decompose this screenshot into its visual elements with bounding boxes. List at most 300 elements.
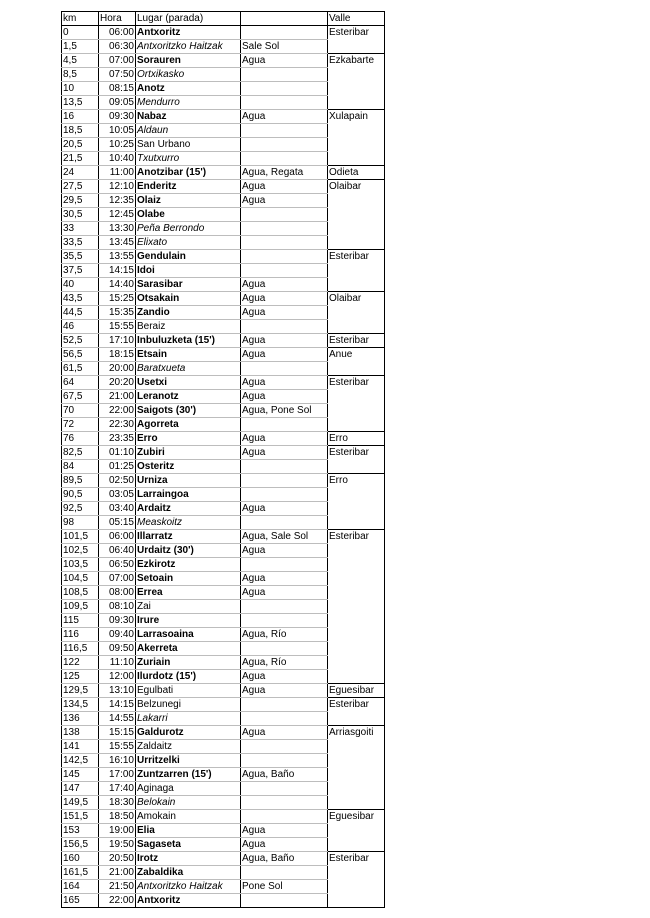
cell-lugar: Elia bbox=[136, 824, 241, 838]
cell-hora: 02:50 bbox=[99, 474, 136, 488]
cell-hora: 12:10 bbox=[99, 180, 136, 194]
cell-hora: 13:10 bbox=[99, 684, 136, 698]
cell-info: Agua, Río bbox=[241, 628, 328, 642]
table-row bbox=[62, 572, 385, 586]
cell-lugar: Larrasoaina bbox=[136, 628, 241, 642]
cell-hora: 06:00 bbox=[99, 530, 136, 544]
table-row bbox=[62, 250, 385, 264]
cell-lugar: Leranotz bbox=[136, 390, 241, 404]
cell-info bbox=[241, 712, 328, 726]
cell-valle bbox=[328, 838, 385, 852]
table-row bbox=[62, 278, 385, 292]
table-row bbox=[62, 418, 385, 432]
cell-hora: 19:00 bbox=[99, 824, 136, 838]
cell-valle: Xulapain bbox=[328, 110, 385, 124]
cell-info bbox=[241, 866, 328, 880]
cell-info bbox=[241, 26, 328, 40]
route-table bbox=[61, 11, 385, 908]
cell-hora: 17:10 bbox=[99, 334, 136, 348]
cell-valle bbox=[328, 208, 385, 222]
cell-hora: 12:35 bbox=[99, 194, 136, 208]
cell-lugar: Urdaitz (30') bbox=[136, 544, 241, 558]
cell-km: 116,5 bbox=[62, 642, 99, 656]
table-row bbox=[62, 82, 385, 96]
cell-valle bbox=[328, 124, 385, 138]
cell-km: 70 bbox=[62, 404, 99, 418]
cell-hora: 15:25 bbox=[99, 292, 136, 306]
table-row bbox=[62, 166, 385, 180]
cell-lugar: Setoain bbox=[136, 572, 241, 586]
cell-km: 116 bbox=[62, 628, 99, 642]
cell-valle bbox=[328, 572, 385, 586]
cell-valle bbox=[328, 558, 385, 572]
cell-hora: 09:30 bbox=[99, 614, 136, 628]
cell-hora: 08:00 bbox=[99, 586, 136, 600]
cell-km: 109,5 bbox=[62, 600, 99, 614]
table-row bbox=[62, 180, 385, 194]
cell-valle bbox=[328, 320, 385, 334]
cell-info bbox=[241, 236, 328, 250]
cell-hora: 16:10 bbox=[99, 754, 136, 768]
cell-hora: 13:55 bbox=[99, 250, 136, 264]
cell-lugar: Usetxi bbox=[136, 376, 241, 390]
cell-lugar: Egulbati bbox=[136, 684, 241, 698]
cell-lugar: Txutxurro bbox=[136, 152, 241, 166]
cell-lugar: Baratxueta bbox=[136, 362, 241, 376]
table-row bbox=[62, 726, 385, 740]
cell-valle bbox=[328, 656, 385, 670]
cell-km: 10 bbox=[62, 82, 99, 96]
table-row bbox=[62, 264, 385, 278]
table-row bbox=[62, 110, 385, 124]
cell-info: Agua bbox=[241, 110, 328, 124]
cell-info: Agua bbox=[241, 432, 328, 446]
route-sheet bbox=[61, 11, 385, 908]
table-row bbox=[62, 488, 385, 502]
cell-lugar: Akerreta bbox=[136, 642, 241, 656]
cell-km: 29,5 bbox=[62, 194, 99, 208]
cell-hora: 20:00 bbox=[99, 362, 136, 376]
cell-valle bbox=[328, 628, 385, 642]
cell-valle bbox=[328, 894, 385, 908]
cell-hora: 09:50 bbox=[99, 642, 136, 656]
cell-lugar: Beraiz bbox=[136, 320, 241, 334]
cell-valle bbox=[328, 502, 385, 516]
cell-hora: 06:00 bbox=[99, 26, 136, 40]
cell-lugar: Errea bbox=[136, 586, 241, 600]
cell-valle bbox=[328, 138, 385, 152]
cell-lugar: Otsakain bbox=[136, 292, 241, 306]
cell-info: Agua bbox=[241, 824, 328, 838]
cell-km: 151,5 bbox=[62, 810, 99, 824]
cell-info: Agua bbox=[241, 334, 328, 348]
cell-valle bbox=[328, 96, 385, 110]
table-row bbox=[62, 54, 385, 68]
table-row bbox=[62, 306, 385, 320]
table-row bbox=[62, 404, 385, 418]
table-body bbox=[62, 26, 385, 908]
table-row bbox=[62, 544, 385, 558]
cell-hora: 17:00 bbox=[99, 768, 136, 782]
cell-lugar: Irotz bbox=[136, 852, 241, 866]
table-row bbox=[62, 138, 385, 152]
cell-info: Agua bbox=[241, 502, 328, 516]
table-row bbox=[62, 68, 385, 82]
cell-hora: 03:40 bbox=[99, 502, 136, 516]
cell-valle bbox=[328, 194, 385, 208]
cell-lugar: Etsain bbox=[136, 348, 241, 362]
cell-info: Agua bbox=[241, 292, 328, 306]
cell-info: Agua, Río bbox=[241, 656, 328, 670]
cell-km: 33 bbox=[62, 222, 99, 236]
cell-info bbox=[241, 138, 328, 152]
cell-info: Agua bbox=[241, 446, 328, 460]
cell-lugar: Larraingoa bbox=[136, 488, 241, 502]
cell-km: 147 bbox=[62, 782, 99, 796]
cell-km: 0 bbox=[62, 26, 99, 40]
cell-valle bbox=[328, 768, 385, 782]
table-row bbox=[62, 26, 385, 40]
cell-km: 104,5 bbox=[62, 572, 99, 586]
table-row bbox=[62, 712, 385, 726]
table-row bbox=[62, 390, 385, 404]
cell-km: 165 bbox=[62, 894, 99, 908]
table-row bbox=[62, 768, 385, 782]
cell-info: Agua, Baño bbox=[241, 768, 328, 782]
table-row bbox=[62, 586, 385, 600]
cell-hora: 14:15 bbox=[99, 698, 136, 712]
table-row bbox=[62, 740, 385, 754]
cell-hora: 21:00 bbox=[99, 390, 136, 404]
cell-km: 8,5 bbox=[62, 68, 99, 82]
table-row bbox=[62, 348, 385, 362]
cell-valle bbox=[328, 418, 385, 432]
cell-info bbox=[241, 82, 328, 96]
cell-hora: 15:35 bbox=[99, 306, 136, 320]
table-row bbox=[62, 96, 385, 110]
cell-lugar: Aldaun bbox=[136, 124, 241, 138]
cell-valle bbox=[328, 362, 385, 376]
cell-hora: 21:50 bbox=[99, 880, 136, 894]
cell-info: Agua bbox=[241, 390, 328, 404]
cell-km: 67,5 bbox=[62, 390, 99, 404]
table-row bbox=[62, 642, 385, 656]
cell-hora: 13:30 bbox=[99, 222, 136, 236]
cell-lugar: Urritzelki bbox=[136, 754, 241, 768]
cell-lugar: Agorreta bbox=[136, 418, 241, 432]
header-valle: Valle bbox=[328, 12, 385, 26]
cell-valle: Esteribar bbox=[328, 852, 385, 866]
cell-info bbox=[241, 754, 328, 768]
cell-valle bbox=[328, 236, 385, 250]
cell-info bbox=[241, 782, 328, 796]
cell-valle bbox=[328, 614, 385, 628]
cell-lugar: Antxoritz bbox=[136, 26, 241, 40]
cell-hora: 14:40 bbox=[99, 278, 136, 292]
cell-km: 40 bbox=[62, 278, 99, 292]
cell-km: 33,5 bbox=[62, 236, 99, 250]
cell-valle bbox=[328, 264, 385, 278]
table-row bbox=[62, 502, 385, 516]
cell-hora: 01:25 bbox=[99, 460, 136, 474]
cell-km: 18,5 bbox=[62, 124, 99, 138]
cell-km: 92,5 bbox=[62, 502, 99, 516]
cell-km: 30,5 bbox=[62, 208, 99, 222]
cell-lugar: Antxoritzko Haitzak bbox=[136, 40, 241, 54]
cell-lugar: Zuntzarren (15') bbox=[136, 768, 241, 782]
cell-valle: Anue bbox=[328, 348, 385, 362]
cell-hora: 06:40 bbox=[99, 544, 136, 558]
cell-km: 125 bbox=[62, 670, 99, 684]
cell-valle bbox=[328, 40, 385, 54]
table-row bbox=[62, 866, 385, 880]
cell-valle: Erro bbox=[328, 432, 385, 446]
cell-valle: Esteribar bbox=[328, 446, 385, 460]
cell-lugar: Lakarri bbox=[136, 712, 241, 726]
cell-km: 84 bbox=[62, 460, 99, 474]
cell-lugar: Elixato bbox=[136, 236, 241, 250]
cell-info: Agua bbox=[241, 586, 328, 600]
cell-hora: 18:15 bbox=[99, 348, 136, 362]
cell-info: Agua, Baño bbox=[241, 852, 328, 866]
cell-lugar: Ardaitz bbox=[136, 502, 241, 516]
cell-info bbox=[241, 600, 328, 614]
cell-lugar: Antxoritz bbox=[136, 894, 241, 908]
cell-hora: 22:00 bbox=[99, 894, 136, 908]
cell-valle bbox=[328, 782, 385, 796]
table-row bbox=[62, 628, 385, 642]
cell-lugar: Inbuluzketa (15') bbox=[136, 334, 241, 348]
cell-km: 35,5 bbox=[62, 250, 99, 264]
cell-info: Agua bbox=[241, 838, 328, 852]
cell-hora: 10:05 bbox=[99, 124, 136, 138]
cell-lugar: Anotz bbox=[136, 82, 241, 96]
cell-info bbox=[241, 740, 328, 754]
cell-valle: Olaibar bbox=[328, 292, 385, 306]
cell-valle bbox=[328, 670, 385, 684]
cell-hora: 07:50 bbox=[99, 68, 136, 82]
cell-hora: 21:00 bbox=[99, 866, 136, 880]
cell-lugar: Ilurdotz (15') bbox=[136, 670, 241, 684]
cell-lugar: Amokain bbox=[136, 810, 241, 824]
cell-lugar: Urniza bbox=[136, 474, 241, 488]
header-lugar: Lugar (parada) bbox=[136, 12, 241, 26]
table-row bbox=[62, 670, 385, 684]
cell-info bbox=[241, 558, 328, 572]
cell-km: 72 bbox=[62, 418, 99, 432]
cell-km: 160 bbox=[62, 852, 99, 866]
cell-info: Agua bbox=[241, 572, 328, 586]
cell-valle bbox=[328, 68, 385, 82]
table-row bbox=[62, 754, 385, 768]
cell-hora: 06:50 bbox=[99, 558, 136, 572]
cell-lugar: Nabaz bbox=[136, 110, 241, 124]
cell-hora: 09:40 bbox=[99, 628, 136, 642]
cell-hora: 15:55 bbox=[99, 740, 136, 754]
cell-lugar: Sagaseta bbox=[136, 838, 241, 852]
cell-km: 90,5 bbox=[62, 488, 99, 502]
table-row bbox=[62, 530, 385, 544]
cell-hora: 12:00 bbox=[99, 670, 136, 684]
cell-valle: Odieta bbox=[328, 166, 385, 180]
cell-hora: 07:00 bbox=[99, 54, 136, 68]
cell-hora: 15:55 bbox=[99, 320, 136, 334]
cell-lugar: Measkoitz bbox=[136, 516, 241, 530]
cell-km: 164 bbox=[62, 880, 99, 894]
cell-km: 149,5 bbox=[62, 796, 99, 810]
cell-info bbox=[241, 320, 328, 334]
table-row bbox=[62, 796, 385, 810]
cell-lugar: Mendurro bbox=[136, 96, 241, 110]
cell-hora: 05:15 bbox=[99, 516, 136, 530]
cell-valle: Ezkabarte bbox=[328, 54, 385, 68]
cell-lugar: Galdurotz bbox=[136, 726, 241, 740]
cell-info: Agua bbox=[241, 54, 328, 68]
cell-lugar: Saigots (30') bbox=[136, 404, 241, 418]
cell-lugar: Ortxikasko bbox=[136, 68, 241, 82]
cell-info bbox=[241, 208, 328, 222]
table-row bbox=[62, 894, 385, 908]
table-row bbox=[62, 852, 385, 866]
cell-valle: Esteribar bbox=[328, 26, 385, 40]
cell-info: Agua bbox=[241, 348, 328, 362]
table-row bbox=[62, 614, 385, 628]
cell-lugar: Zubiri bbox=[136, 446, 241, 460]
cell-km: 145 bbox=[62, 768, 99, 782]
cell-km: 46 bbox=[62, 320, 99, 334]
cell-info: Agua bbox=[241, 306, 328, 320]
cell-info: Sale Sol bbox=[241, 40, 328, 54]
cell-km: 156,5 bbox=[62, 838, 99, 852]
table-row bbox=[62, 810, 385, 824]
cell-info bbox=[241, 124, 328, 138]
table-row bbox=[62, 334, 385, 348]
cell-lugar: Osteritz bbox=[136, 460, 241, 474]
cell-info bbox=[241, 474, 328, 488]
cell-km: 20,5 bbox=[62, 138, 99, 152]
cell-lugar: Peña Berrondo bbox=[136, 222, 241, 236]
table-row bbox=[62, 558, 385, 572]
cell-info: Agua bbox=[241, 376, 328, 390]
cell-info: Agua bbox=[241, 670, 328, 684]
cell-valle bbox=[328, 82, 385, 96]
cell-info bbox=[241, 264, 328, 278]
cell-valle bbox=[328, 642, 385, 656]
cell-info bbox=[241, 642, 328, 656]
cell-km: 27,5 bbox=[62, 180, 99, 194]
cell-valle bbox=[328, 824, 385, 838]
cell-valle: Esteribar bbox=[328, 698, 385, 712]
cell-km: 37,5 bbox=[62, 264, 99, 278]
cell-info: Agua bbox=[241, 194, 328, 208]
table-row bbox=[62, 432, 385, 446]
cell-km: 98 bbox=[62, 516, 99, 530]
cell-valle: Olaibar bbox=[328, 180, 385, 194]
cell-hora: 08:15 bbox=[99, 82, 136, 96]
cell-hora: 09:30 bbox=[99, 110, 136, 124]
cell-valle bbox=[328, 712, 385, 726]
table-row bbox=[62, 460, 385, 474]
cell-km: 153 bbox=[62, 824, 99, 838]
cell-hora: 17:40 bbox=[99, 782, 136, 796]
table-row bbox=[62, 838, 385, 852]
cell-info bbox=[241, 222, 328, 236]
cell-valle bbox=[328, 404, 385, 418]
cell-hora: 19:50 bbox=[99, 838, 136, 852]
cell-hora: 10:40 bbox=[99, 152, 136, 166]
cell-valle: Erro bbox=[328, 474, 385, 488]
cell-km: 89,5 bbox=[62, 474, 99, 488]
cell-valle bbox=[328, 600, 385, 614]
table-row bbox=[62, 824, 385, 838]
cell-km: 43,5 bbox=[62, 292, 99, 306]
cell-km: 76 bbox=[62, 432, 99, 446]
cell-km: 82,5 bbox=[62, 446, 99, 460]
cell-lugar: Ezkirotz bbox=[136, 558, 241, 572]
cell-valle bbox=[328, 516, 385, 530]
cell-hora: 07:00 bbox=[99, 572, 136, 586]
cell-hora: 14:55 bbox=[99, 712, 136, 726]
table-row bbox=[62, 600, 385, 614]
cell-km: 101,5 bbox=[62, 530, 99, 544]
table-row bbox=[62, 782, 385, 796]
cell-valle bbox=[328, 488, 385, 502]
cell-km: 52,5 bbox=[62, 334, 99, 348]
table-row bbox=[62, 362, 385, 376]
cell-km: 61,5 bbox=[62, 362, 99, 376]
header-row bbox=[62, 12, 385, 26]
cell-lugar: Idoi bbox=[136, 264, 241, 278]
header-hora: Hora bbox=[99, 12, 136, 26]
cell-hora: 10:25 bbox=[99, 138, 136, 152]
cell-valle bbox=[328, 866, 385, 880]
cell-hora: 08:10 bbox=[99, 600, 136, 614]
cell-valle bbox=[328, 152, 385, 166]
cell-info: Agua, Sale Sol bbox=[241, 530, 328, 544]
cell-valle bbox=[328, 460, 385, 474]
cell-info: Agua bbox=[241, 684, 328, 698]
cell-hora: 11:10 bbox=[99, 656, 136, 670]
table-row bbox=[62, 124, 385, 138]
cell-km: 56,5 bbox=[62, 348, 99, 362]
cell-info: Agua bbox=[241, 726, 328, 740]
cell-info bbox=[241, 796, 328, 810]
cell-info: Pone Sol bbox=[241, 880, 328, 894]
cell-km: 141 bbox=[62, 740, 99, 754]
table-row bbox=[62, 656, 385, 670]
cell-hora: 18:50 bbox=[99, 810, 136, 824]
cell-lugar: Enderitz bbox=[136, 180, 241, 194]
cell-lugar: Illarratz bbox=[136, 530, 241, 544]
table-row bbox=[62, 222, 385, 236]
cell-info: Agua bbox=[241, 544, 328, 558]
cell-hora: 13:45 bbox=[99, 236, 136, 250]
cell-info: Agua bbox=[241, 180, 328, 194]
cell-hora: 22:00 bbox=[99, 404, 136, 418]
cell-lugar: Zaldaitz bbox=[136, 740, 241, 754]
cell-lugar: Zabaldika bbox=[136, 866, 241, 880]
cell-hora: 06:30 bbox=[99, 40, 136, 54]
cell-valle: Esteribar bbox=[328, 250, 385, 264]
cell-valle bbox=[328, 222, 385, 236]
cell-km: 142,5 bbox=[62, 754, 99, 768]
cell-hora: 11:00 bbox=[99, 166, 136, 180]
cell-km: 134,5 bbox=[62, 698, 99, 712]
cell-info bbox=[241, 152, 328, 166]
cell-km: 129,5 bbox=[62, 684, 99, 698]
cell-valle bbox=[328, 390, 385, 404]
cell-lugar: Olaiz bbox=[136, 194, 241, 208]
